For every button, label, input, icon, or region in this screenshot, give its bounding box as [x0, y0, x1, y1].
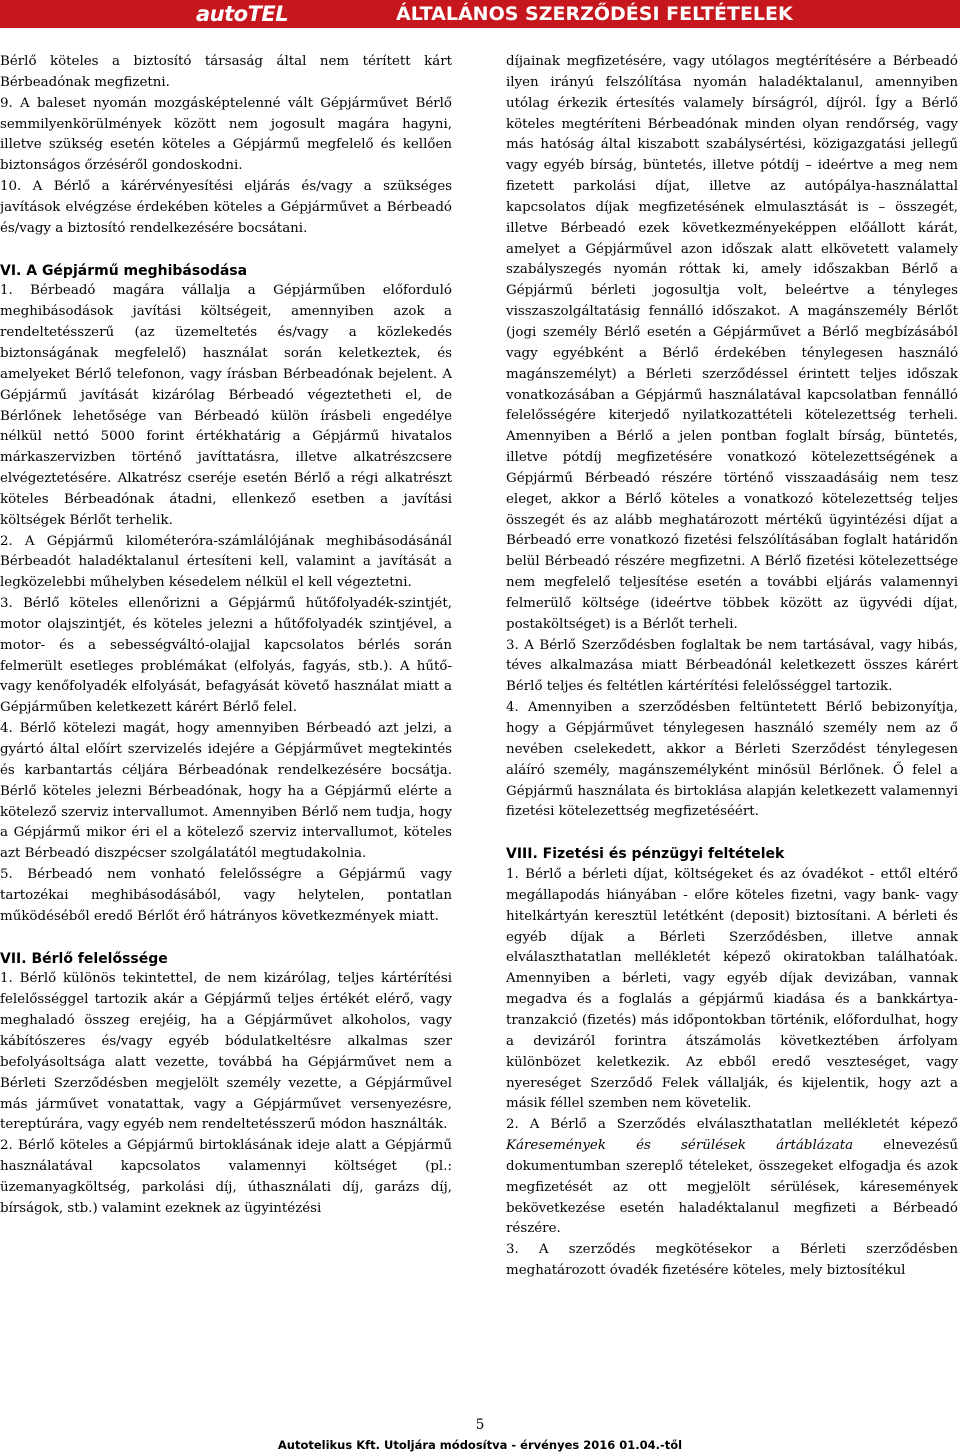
paragraph: Bérlő köteles a biztosító társaság által nem térített kárt Bérbeadónak megfizetni. [0, 54, 452, 90]
autotel-logo: autoTEL [196, 2, 289, 26]
left-column [0, 52, 452, 1220]
paragraph: 4. Bérlő kötelezi magát, hogy amennyiben Bérbeadó azt jelzi, a gyártó által előírt szervizelés idejére a Gépjárművet megtekintés és karbantartás céljára Bérbeadónak rendelkezésére bocsátja. Bérlő köteles jelezni Bérbeadónak, hogy ha a Gépjármű elérte a kötelező szerviz intervallumot. Amennyiben Bérlő nem tudja, hogy a Gépjármű mikor éri el a kötelező szerviz intervallumot, köteles azt Bérbeadó diszpécser szolgálatától megtudakolnia. [0, 721, 452, 862]
section-heading-vi: VI. A Gépjármű meghibásodása [0, 262, 248, 279]
paragraph: 1. Bérlő a bérleti díjat, költségeket és az óvadékot - ettől eltérő megállapodás hiányában - előre köteles fizetni, vagy bank- vagy hitelkártyán keresztül letétként (deposit) biztosítani. A bérleti és egyéb díjak a Bérleti Szerződésben, illetve annak elválaszthatatlan mellékletét képező okiratokban találhatóak. Amennyiben a bérleti, vagy egyéb díjak devizában, vannak megadva és a foglalás a gépjármű kiadása és a bankkártya-tranzakció (fizetés) más időpontokban történik, előfordulhat, hogy a devizáról forintra átszámolás következtében árfolyam különbözet keletkezik. Az ebből eredő veszteséget, vagy nyereséget Szerződő Felek vállalják, és kijelentik, hogy azt a másik féllel szemben nem követelik. [506, 867, 958, 1112]
paragraph: 5. Bérbeadó nem vonható felelősségre a Gépjármű vagy tartozékai meghibásodásából, vagy helytelen, pontatlan működéséből eredő Bérlőt érő hátrányos következmények miatt. [0, 867, 452, 924]
section-heading-vii: VII. Bérlő felelőssége [0, 950, 168, 967]
paragraph: díjainak megfizetésére, vagy utólagos megtérítésére a Bérbeadó ilyen irányú felszólítása nyomán haladéktalanul, amennyiben utólag érkezik értesítés valamely bírságról, díjról. Így a Bérlő köteles megtéríteni Bérbeadónak minden olyan rendőrség, vagy más hatóság által kiszabott szabálysértési, közigazgatási jellegű vagy egyéb bírság, büntetés, illetve pótdíj – ideértve a meg nem fizetett parkolási díjat, illetve az autópálya-használattal kapcsolatos díjak megfizetésének elmulasztását is – összegét, illetve Bérbeadó ezek következményeképpen előállott kárát, amelyet a Gépjárművel azon időszak alatt elkövetett valamely szabályszegés nyomán róttak ki, amely időszakban Bérlő a Gépjármű bérleti jogosultja volt, beleértve a tényleges visszaszolgáltatásig fennálló időszakot. A magánszemély Bérlőt (jogi személy Bérlő esetén a Gépjárművet a Bérlő megbízásából vagy egyébként a Bérlő érdekében ténylegesen használó magánszemélyt) a Bérleti szerződéssel érintett teljes időszak vonatkozásában a Gépjármű használatával kapcsolatban fennálló felelősségére kiterjedő nyilatkozattételi kötelezettség terheli. Amennyiben a Bérlő a jelen pontban foglalt bírság, büntetés, illetve pótdíj megfizetésére vonatkozó kötelezettségének a Gépjármű Bérbeadó részére történő visszaadásáig nem tesz eleget, akkor a Bérlő köteles a vonatkozó kötelezettség teljes összegét és az alább meghatározott mértékű ügyintézési díjat a Bérbeadó erre vonatkozó fizetési felszólításában foglalt határidőn belül Bérbeadó részére megfizetni. A Bérlő fizetési kötelezettsége nem megfelelő teljesítése esetén a további eljárás valamennyi felmerülő költsége (ideértve többek között az ügyvédi díjat, postaköltséget) is a Bérlőt terheli. [506, 54, 958, 632]
spacer [0, 240, 452, 261]
right-column [506, 52, 958, 1282]
section-heading-viii: VIII. Fizetési és pénzügyi feltételek [506, 846, 785, 863]
spacer [0, 928, 452, 949]
paragraph: 9. A baleset nyomán mozgásképtelenné vált Gépjárművet Bérlő semmilyenkörülmények között nem jogosult magára hagyni, illetve szükség esetén köteles a Gépjármű megfelelő és kellően biztonságos őrzéséről gondoskodni. [0, 95, 452, 174]
paragraph-text: 2. A Bérlő a Szerződés elválaszthatatlan mellékletét képező [506, 1117, 958, 1133]
header-bar [0, 0, 960, 28]
paragraph: 10. A Bérlő a kárérvényesítési eljárás és/vagy a szükséges javítások elvégzése érdekében köteles a Gépjárművet a Bérbeadó és/vagy a biztosító rendelkezésére bocsátani. [0, 179, 452, 236]
spacer [506, 823, 958, 844]
footer-text: Autotelikus Kft. Utoljára módosítva - érvényes 2016 01.04.-től [277, 1438, 683, 1452]
paragraph: 2. Bérlő köteles a Gépjármű birtoklásának ideje alatt a Gépjármű használatával kapcsolatos valamennyi költséget (pl.: üzemanyagköltség, parkolási díj, úthasználati díj, garázs díj, bírságok, stb.) valamint ezeknek az ügyintézési [0, 1138, 452, 1216]
paragraph-text: elnevezésű dokumentumban szereplő tételeket, összegeket elfogadja és azok megfizetését az ott megjelölt sérülések, káresemények bekövetkezése esetén haladéktalanul megfizeti a Bérbeadó részére. [506, 1138, 958, 1237]
document-title: ÁLTALÁNOS SZERZŐDÉSI FELTÉTELEK [396, 3, 793, 25]
paragraph: 4. Amennyiben a szerződésben feltüntetett Bérlő bebizonyítja, hogy a Gépjárművet ténylegesen használó személy nem az ő nevében cselekedett, akkor a Bérleti Szerződést ténylegesen aláíró személy, magánszemélyként minősül Bérlőnek. Ő felel a Gépjármű használata és birtoklása alapján keletkezett valamennyi fizetési kötelezettség megfizetéséért. [506, 700, 958, 820]
paragraph: 1. Bérlő különös tekintettel, de nem kizárólag, teljes kártérítési felelősséggel tartozik akár a Gépjármű teljes értékét elérő, vagy meghaladó összeg erejéig, ha a Gépjárművet alkoholos, vagy kábítószeres és/vagy egyéb bódulatkeltésre alkalmas szer befolyásoltsága alatt vezette, továbbá ha Gépjárművet nem a Bérleti Szerződésben megjelölt személy vezette, a Gépjárművel más járművet vonatattak, vagy a Gépjárművet versenyezésre, tereptúrára, vagy egyéb nem rendeltetésszerű módon használták. [0, 971, 452, 1133]
paragraph: 3. A szerződés megkötésekor a Bérleti szerződésben meghatározott óvadék fizetésére köteles, mely biztosítékul [506, 1242, 958, 1279]
page-number: 5 [475, 1417, 485, 1433]
paragraph: 3. A Bérlő Szerződésben foglaltak be nem tartásával, vagy hibás, téves alkalmazása miatt Bérbeadónál keletkezett összes kárért Bérlő teljes és feltétlen kártérítési felelősséggel tartozik. [506, 637, 958, 695]
paragraph: 3. Bérlő köteles ellenőrizni a Gépjármű hűtőfolyadék-szintjét, motor olajszintjét, és köteles jelezni a hűtőfolyadék szintjével, a motor- és a sebességváltó-olajjal kapcsolatos bérlés során felmerült esetleges problémákat (elfolyás, fagyás, stb.). A hűtő- vagy kenőfolyadék elfolyását, befagyását követő használat miatt a Gépjárműben keletkezett kárért Bérlő felel. [0, 596, 452, 716]
paragraph: 2. A Gépjármű kilométeróra-számlálójának meghibásodásánál Bérbeadót haladéktalanul értesíteni kell, valamint a javítását a legközelebbi műhelyben késedelem nélkül el kell végeztetni. [0, 533, 452, 591]
paragraph: 1. Bérbeadó magára vállalja a Gépjárműben előforduló meghibásodások javítási költségeit, amennyiben azok a rendeltetésszerű (az üzemeltetés és/vagy a közlekedés biztonságának megfelelő) használat során keletkeztek, és amelyeket Bérlő telefonon, vagy írásban Bérbeadónak bejelent. A Gépjármű javítását kizárólag Bérbeadó végeztetheti el, de Bérlőnek lehetősége van Bérbeadó külön írásbeli engedélye nélkül nettó 5000 forint értékhatárig a Gépjármű hivatalos márkaszervizben történő javíttatásra, illetve alkatrészcsere elvégeztetésére. Alkatrész cseréje esetén Bérlő a régi alkatrészt köteles Bérbeadónak átadni, ellenkező esetben a javítási költségek Bérlőt terhelik. [0, 283, 452, 528]
paragraph [506, 1115, 958, 1240]
document-reference: Káresemények és sérülések ártáblázata [506, 1138, 854, 1154]
